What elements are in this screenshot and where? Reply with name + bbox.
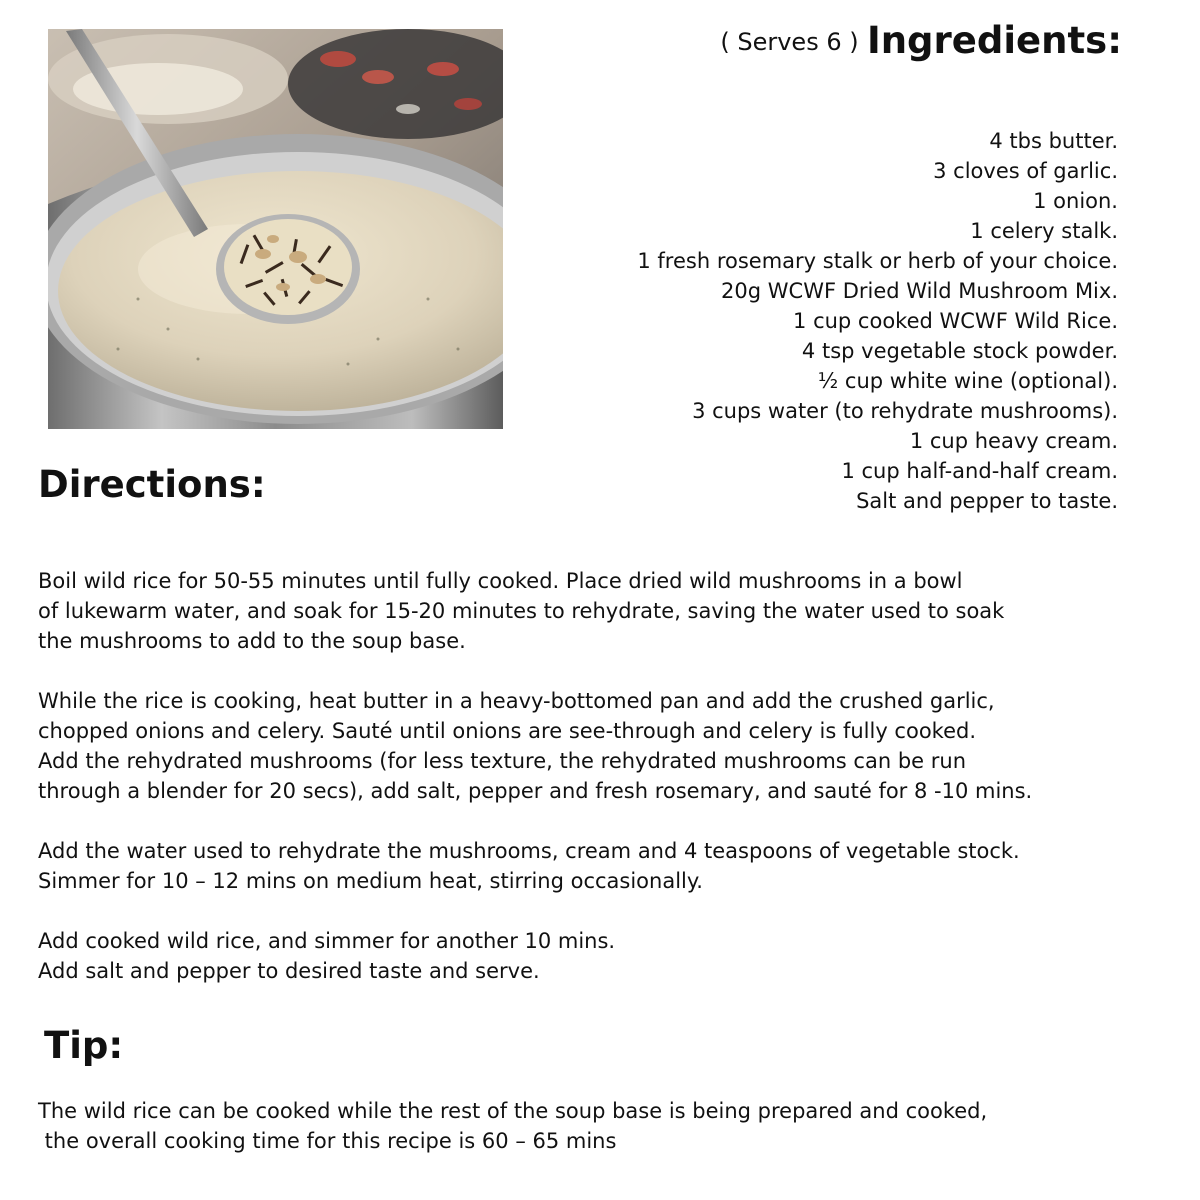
soup-pot-with-ladle-photo-icon (48, 29, 503, 429)
ingredient-item: 1 fresh rosemary stalk or herb of your choice. (637, 249, 1118, 273)
soup-photo (48, 29, 503, 429)
tip-title: Tip: (44, 1024, 124, 1067)
ingredient-item: 20g WCWF Dried Wild Mushroom Mix. (721, 279, 1118, 303)
directions-line: Boil wild rice for 50-55 minutes until fully cooked. Place dried wild mushrooms in a bowl (38, 569, 963, 593)
directions-line: chopped onions and celery. Sauté until onions are see-through and celery is fully cooked. (38, 719, 977, 743)
directions-line: the mushrooms to add to the soup base. (38, 629, 466, 653)
directions-line: Simmer for 10 – 12 mins on medium heat, stirring occasionally. (38, 869, 703, 893)
ingredient-item: 1 cup half-and-half cream. (841, 459, 1118, 483)
ingredient-item: 4 tbs butter. (989, 129, 1118, 153)
serves-label: ( Serves 6 ) (720, 28, 859, 56)
directions-paragraph (38, 926, 1168, 986)
ingredient-item: 3 cups water (to rehydrate mushrooms). (692, 399, 1118, 423)
directions-line: Add the water used to rehydrate the mushrooms, cream and 4 teaspoons of vegetable stock. (38, 839, 1020, 863)
ingredient-item: 3 cloves of garlic. (933, 159, 1118, 183)
directions-line: While the rice is cooking, heat butter in a heavy-bottomed pan and add the crushed garlic, (38, 689, 995, 713)
tip-line: the overall cooking time for this recipe is 60 – 65 mins (38, 1129, 617, 1153)
ingredient-item: ½ cup white wine (optional). (817, 369, 1118, 393)
directions-paragraph (38, 566, 1168, 656)
directions-line: through a blender for 20 secs), add salt, pepper and fresh rosemary, and sauté for 8 -10 mins. (38, 779, 1033, 803)
ingredients-title: Ingredients: (866, 19, 1122, 62)
ingredient-item: 1 onion. (1033, 189, 1118, 213)
tip-line: The wild rice can be cooked while the rest of the soup base is being prepared and cooked, (38, 1099, 988, 1123)
ingredient-item: 1 cup heavy cream. (909, 429, 1118, 453)
ingredient-item: 1 celery stalk. (970, 219, 1118, 243)
ingredients-heading (720, 19, 1122, 62)
ingredient-item: 1 cup cooked WCWF Wild Rice. (793, 309, 1118, 333)
directions-line: Add cooked wild rice, and simmer for another 10 mins. (38, 929, 616, 953)
directions-line: Add the rehydrated mushrooms (for less texture, the rehydrated mushrooms can be run (38, 749, 966, 773)
directions-paragraph (38, 686, 1168, 806)
ingredient-item: 4 tsp vegetable stock powder. (801, 339, 1118, 363)
directions-line: Add salt and pepper to desired taste and serve. (38, 959, 540, 983)
directions-title: Directions: (38, 463, 266, 506)
directions-paragraph (38, 836, 1168, 896)
ingredient-item: Salt and pepper to taste. (856, 489, 1118, 513)
directions-line: of lukewarm water, and soak for 15-20 minutes to rehydrate, saving the water used to soak (38, 599, 1005, 623)
directions-body (38, 566, 1168, 1016)
ingredients-list (637, 126, 1118, 516)
tip-body (38, 1096, 1168, 1156)
